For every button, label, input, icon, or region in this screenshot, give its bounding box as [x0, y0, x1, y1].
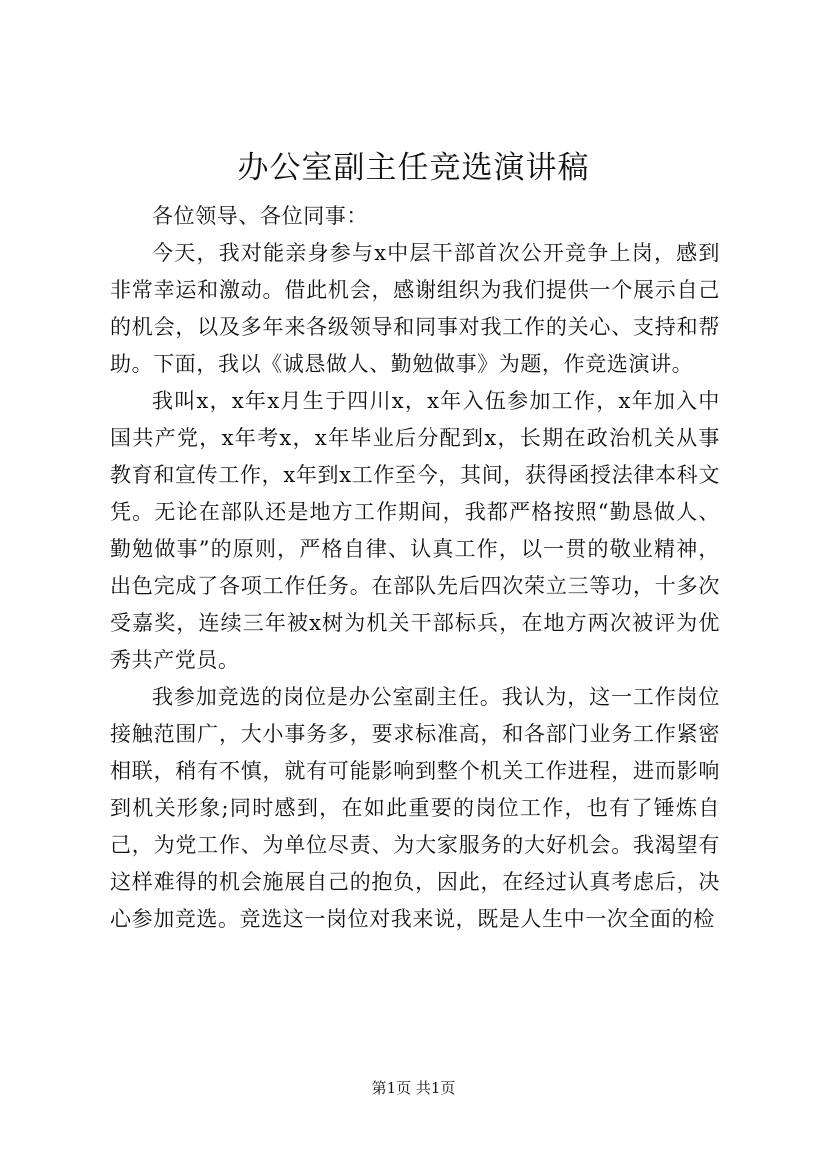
paragraph-greeting: 各位领导、各位同事：: [152, 204, 368, 228]
paragraph-intro: 今天，我对能亲身参与x中层干部首次公开竞争上岗，感到非常幸运和激动。借此机会，感谢组织为我们提供一个展示自己的机会，以及多年来各级领导和同事对我工作的关心、支持和帮助。下面，我以《诚恳做人、勤勉做事》为题，作竞选演讲。: [110, 241, 720, 376]
paragraph-biography: 我叫x，x年x月生于四川x，x年入伍参加工作，x年加入中国共产党，x年考x，x年毕业后分配到x，长期在政治机关从事教育和宣传工作，x年到x工作至今，其间，获得函授法律本科文凭。无论在部队还是地方工作期间，我都严格按照“勤恳做人、勤勉做事”的原则，严格自律、认真工作，以一贯的敬业精神，出色完成了各项工作任务。在部队先后四次荣立三等功，十多次受嘉奖，连续三年被x树为机关干部标兵，在地方两次被评为优秀共产党员。: [110, 389, 720, 672]
document-title: 办公室副主任竞选演讲稿: [237, 150, 590, 186]
document-body: [110, 198, 720, 938]
page-footer: 第1页 共1页: [371, 1079, 456, 1097]
paragraph-position: 我参加竞选的岗位是办公室副主任。我认为，这一工作岗位接触范围广，大小事务多，要求标准高，和各部门业务工作紧密相联，稍有不慎，就有可能影响到整个机关工作进程，进而影响到机关形象;同时感到，在如此重要的岗位工作，也有了锤炼自己，为党工作、为单位尽责、为大家服务的大好机会。我渴望有这样难得的机会施展自己的抱负，因此，在经过认真考虑后，决心参加竞选。竞选这一岗位对我来说，既是人生中一次全面的检: [110, 685, 720, 931]
